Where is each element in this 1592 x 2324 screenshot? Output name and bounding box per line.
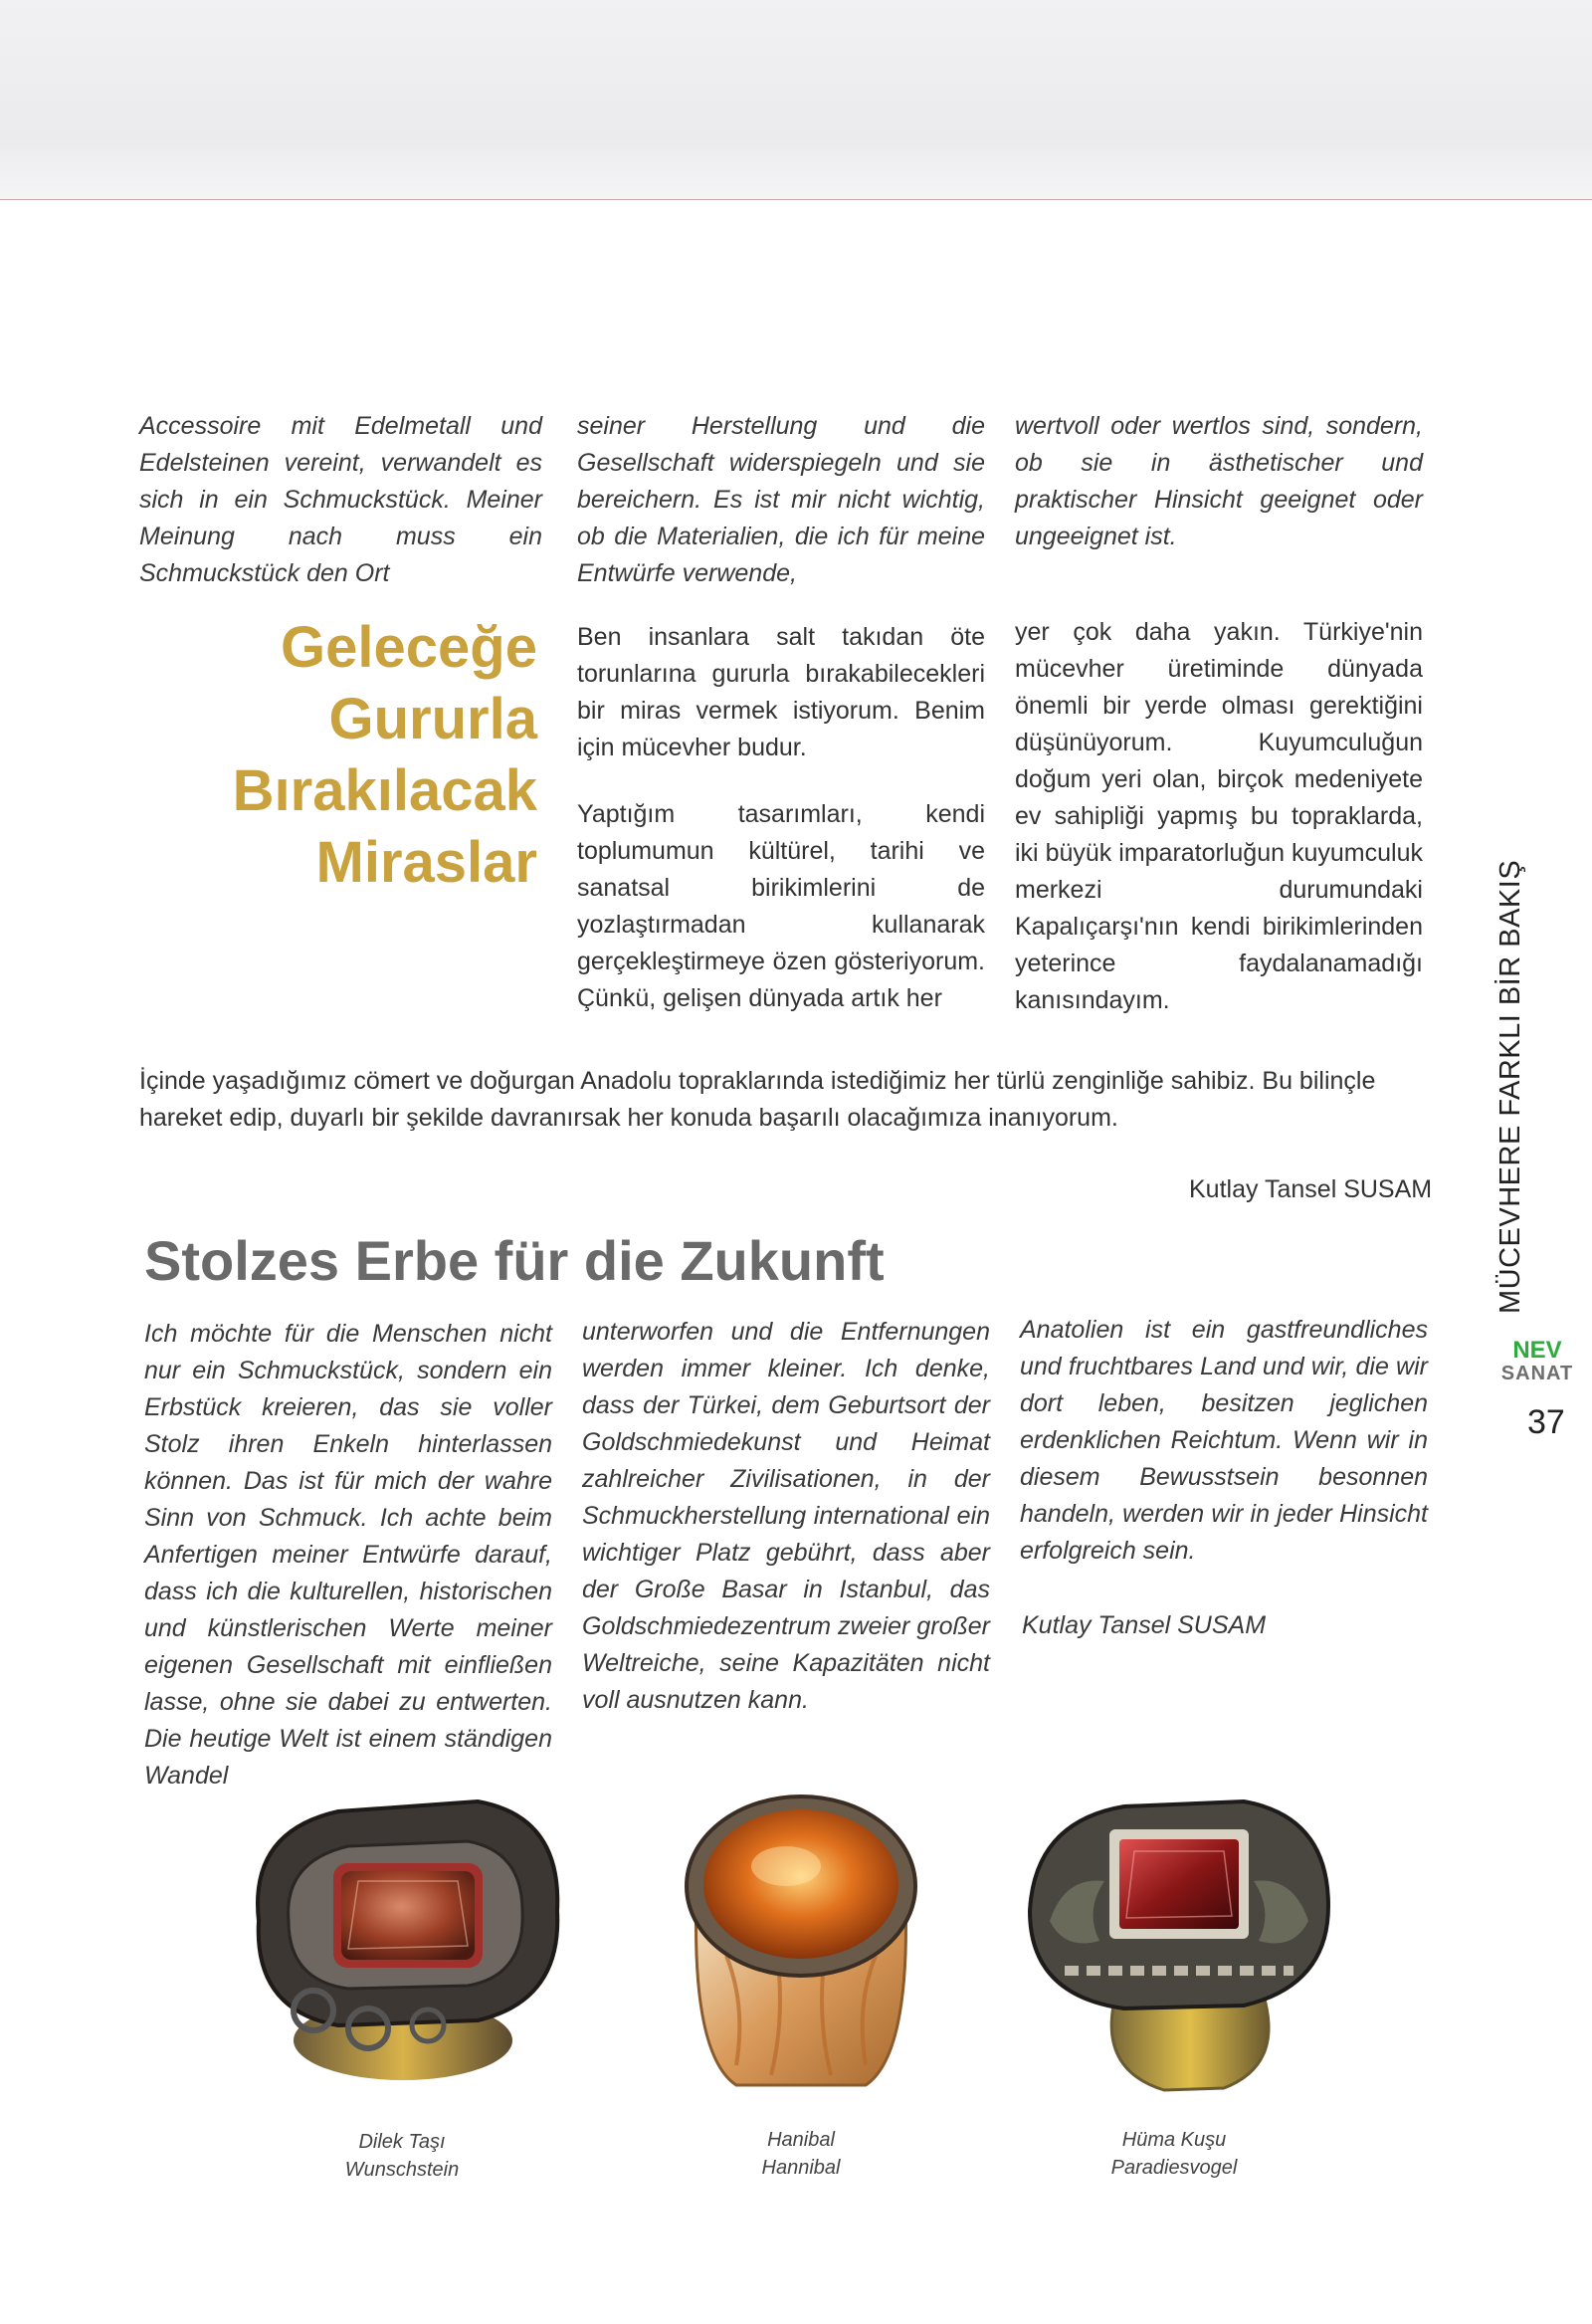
logo-text-top: NEV (1512, 1337, 1562, 1364)
tr-paragraph: Ben insanlara salt takıdan öte torunlarına gururla bırakabilecekleri bir miras vermek istiyorum. Benim için mücevher budur. (577, 623, 985, 761)
tr-closing-paragraph: İçinde yaşadığımız cömert ve doğurgan Anadolu topraklarında istediğimiz her türlü zenginliğe sahibiz. Bu bilinçle hareket edip, duyarlı bir şekilde davranırsak her konuda başarılı olacağımıza inanıyorum. (139, 1067, 1376, 1132)
ring-image-dilek-tasi (219, 1772, 587, 2105)
caption-de: Hannibal (761, 2157, 841, 2179)
nev-sanat-logo (1483, 1334, 1592, 1390)
logo-text-bottom: SANAT (1500, 1363, 1574, 1384)
tr-author: Kutlay Tansel SUSAM (1189, 1175, 1433, 1203)
tr-heading-line: Gururla (328, 687, 537, 751)
de-intro-col-3: wertvoll oder wertlos sind, sondern, ob sie in ästhetischer und praktischer Hinsicht geeignet oder ungeeignet ist. (1015, 412, 1423, 550)
de-author: Kutlay Tansel SUSAM (1022, 1611, 1267, 1639)
de-intro-col-1: Accessoire mit Edelmetall und Edelsteinen vereint, verwandelt es sich in ein Schmuckstück. Meiner Meinung nach muss ein Schmuckstück den Ort (139, 412, 542, 587)
caption-tr: Hüma Kuşu (1121, 2129, 1227, 2151)
tr-col-1 (577, 619, 985, 1017)
tr-col-2: yer çok daha yakın. Türkiye'nin mücevher üretiminde dünyada önemli bir yerde olması gerektiğini düşünüyorum. Kuyumculuğun doğum yeri olan, birçok medeniyete ev sahipliği yapmış bu topraklarda, iki büyük imparatorluğun kuyumculuk merkezi durumundaki Kapalıçarşı'nın kendi birikimlerinden yeterince faydalanamadığı kanısındayım. (1015, 618, 1423, 1014)
tr-heading (179, 612, 537, 899)
tr-heading-line: Bırakılacak (232, 758, 537, 823)
de-intro-col-2: seiner Herstellung und die Gesellschaft widerspiegeln und sie bereichern. Es ist mir nicht wichtig, ob die Materialien, die ich für meine Entwürfe verwende, (577, 412, 985, 587)
caption-tr: Hanibal (767, 2129, 835, 2151)
tr-heading-line: Miraslar (315, 830, 537, 895)
ring-caption (652, 2126, 950, 2182)
page-header-band (0, 0, 1592, 200)
caption-tr: Dilek Taşı (358, 2131, 446, 2153)
de-col-1: Ich möchte für die Menschen nicht nur ein Schmuckstück, sondern ein Erbstück kreieren, das sie voller Stolz ihren Enkeln hinterlassen können. Das ist für mich der wahre Sinn von Schmuck. Ich achte beim Anfertigen meiner Entwürfe darauf, dass ich die kulturellen, historischen und künstlerischen Werte meiner eigenen Gesellschaft mit einfließen lasse, ohne sie dabei zu entwerten. Die heutige Welt ist einem ständigen Wandel (144, 1320, 552, 1790)
page-number: 37 (1527, 1403, 1565, 1441)
de-heading: Stolzes Erbe für die Zukunft (144, 1229, 885, 1292)
caption-de: Wunschstein (344, 2159, 460, 2181)
ring-image-hanibal (637, 1777, 965, 2110)
tr-heading-line: Geleceğe (281, 615, 537, 680)
section-title: MÜCEVHERE FARKLI BİR BAKIŞ (1494, 859, 1526, 1314)
de-col-3: Anatolien ist ein gastfreundliches und fruchtbares Land und wir, die wir dort leben, besitzen jeglichen erdenklichen Reichtum. Wenn wir in diesem Bewusstsein besonnen handeln, werden wir in jeder Hinsicht erfolgreich sein. (1020, 1316, 1428, 1565)
ring-image-huma-kusu (1005, 1772, 1353, 2105)
section-sidebar (1481, 859, 1540, 1314)
de-col-2: unterworfen und die Entfernungen werden immer kleiner. Ich denke, dass der Türkei, dem Geburtsort der Goldschmiedekunst und Heimat zahlreicher Zivilisationen, in der Schmuckherstellung international ein wichtiger Platz gebührt, dass aber der Große Basar in Istanbul, das Goldschmiedezentrum zweier großer Weltreiche, seine Kapazitäten nicht voll ausnutzen kann. (582, 1318, 990, 1714)
ring-caption (1025, 2126, 1323, 2182)
caption-de: Paradiesvogel (1110, 2157, 1238, 2179)
tr-paragraph: Yaptığım tasarımları, kendi toplumumun kültürel, tarihi ve sanatsal birikimlerini de yozlaştırmadan kullanarak gerçekleştirmeye özen gösteriyorum. Çünkü, gelişen dünyada artık her (577, 800, 985, 1012)
ring-caption (253, 2128, 551, 2184)
